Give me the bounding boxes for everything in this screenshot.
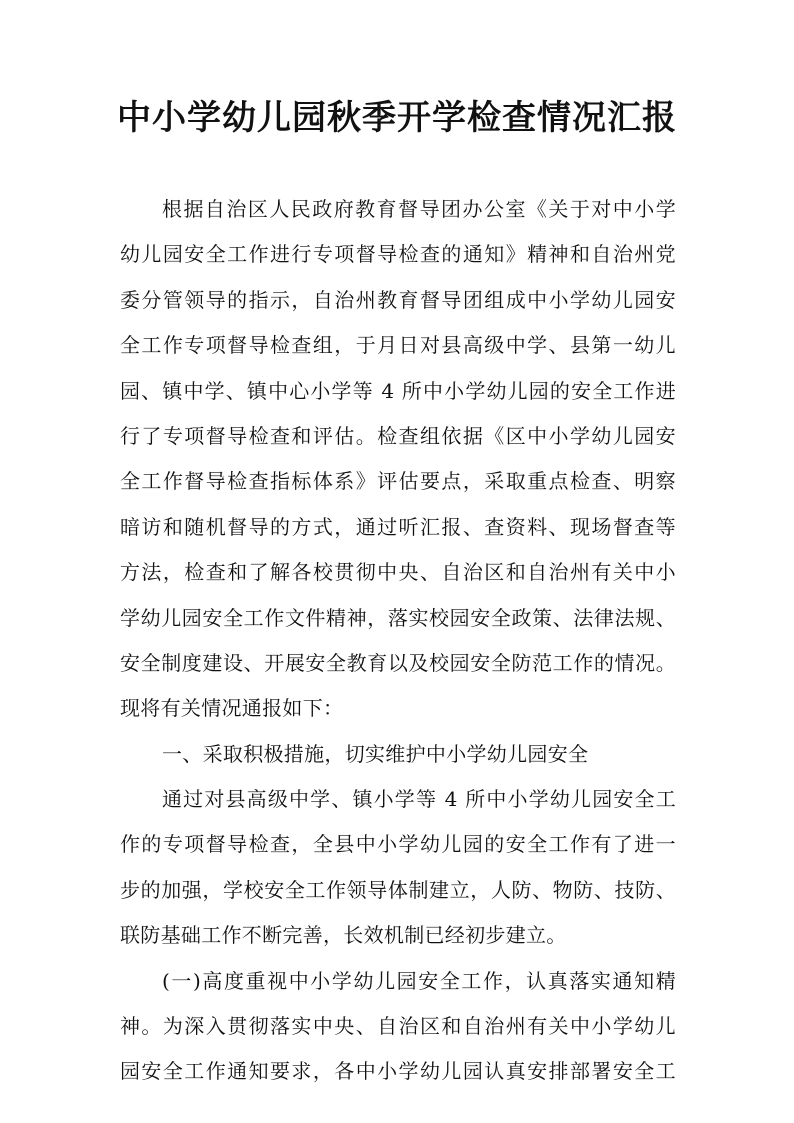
paragraph-line: 园安全工作通知要求，各中小学幼儿园认真安排部署安全工 (120, 1059, 676, 1084)
paragraph-line: 幼儿园安全工作进行专项督导检查的通知》精神和自治州党 (120, 242, 676, 267)
paragraph-line: 现将有关情况通报如下： (120, 696, 344, 721)
paragraph-line: 暗访和随机督导的方式，通过听汇报、查资料、现场督查等 (120, 514, 676, 539)
paragraph-line: 通过对县高级中学、镇小学等 4 所中小学幼儿园安全工 (162, 787, 676, 812)
paragraph-line: 联防基础工作不断完善，长效机制已经初步建立。 (120, 923, 567, 948)
paragraph-line: 步的加强，学校安全工作领导体制建立，人防、物防、技防、 (120, 877, 676, 902)
paragraph-line: 安全制度建设、开展安全教育以及校园安全防范工作的情况。 (120, 650, 676, 675)
paragraph-line: 全工作专项督导检查组，于月日对县高级中学、县第一幼儿 (120, 333, 676, 358)
paragraph-line: 根据自治区人民政府教育督导团办公室《关于对中小学 (162, 197, 676, 221)
paragraph-line: 行了专项督导检查和评估。检查组依据《区中小学幼儿园安 (120, 423, 676, 448)
section-heading: 一、采取积极措施，切实维护中小学幼儿园安全 (162, 741, 589, 766)
paragraph-line: 方法，检查和了解各校贯彻中央、自治区和自治州有关中小 (120, 560, 676, 585)
subsection-line: (一)高度重视中小学幼儿园安全工作，认真落实通知精 (162, 968, 676, 993)
document-body (120, 187, 676, 1095)
paragraph-line: 园、镇中学、镇中心小学等 4 所中小学幼儿园的安全工作进 (120, 378, 676, 403)
document-title: 中小学幼儿园秋季开学检查情况汇报 (117, 98, 677, 138)
paragraph-line: 全工作督导检查指标体系》评估要点，采取重点检查、明察 (120, 469, 676, 494)
paragraph-line: 作的专项督导检查，全县中小学幼儿园的安全工作有了进一 (120, 832, 676, 857)
paragraph-line: 学幼儿园安全工作文件精神，落实校园安全政策、法律法规、 (120, 605, 676, 630)
paragraph-line: 委分管领导的指示，自治州教育督导团组成中小学幼儿园安 (120, 287, 676, 312)
paragraph-line: 神。为深入贯彻落实中央、自治区和自治州有关中小学幼儿 (120, 1014, 676, 1039)
